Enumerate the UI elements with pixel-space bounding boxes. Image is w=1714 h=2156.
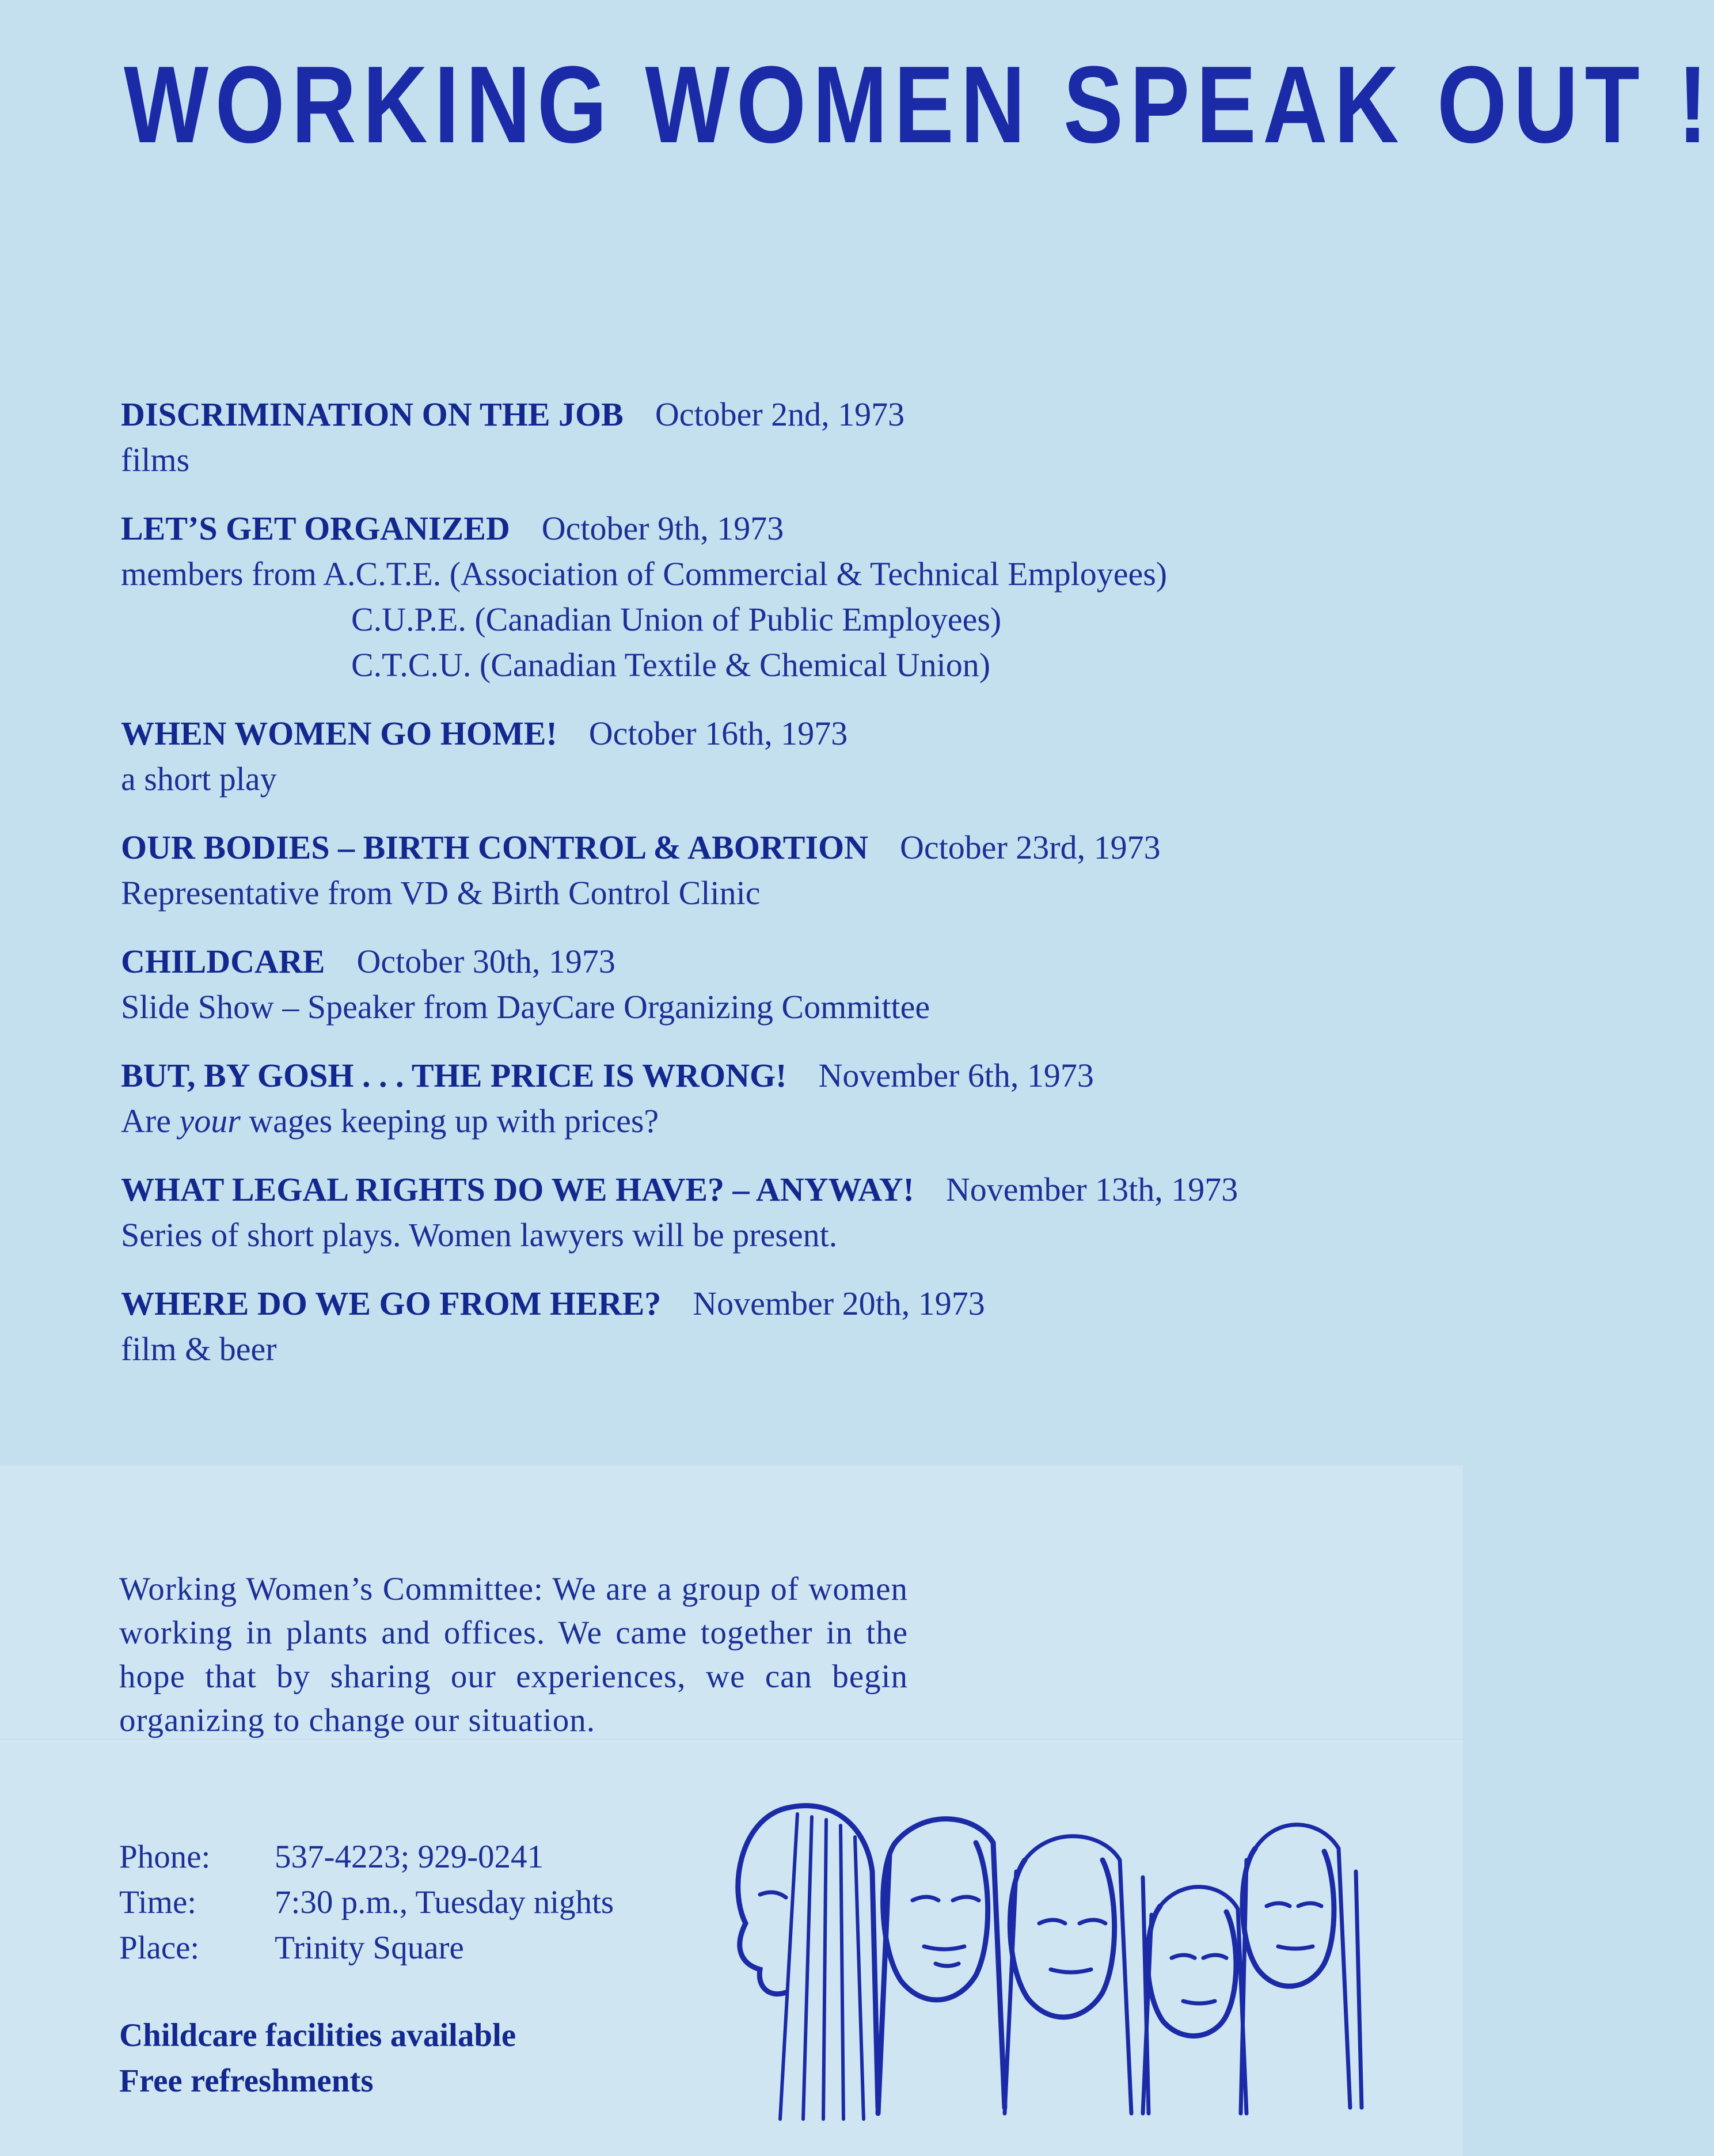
committee-description: Working Women’s Committee: We are a group of women working in plants and offices. We came together in the hope that by sharing our experiences, we can begin organizing to change our situation.	[119, 1571, 908, 1739]
time-row	[119, 1880, 614, 1925]
event-item	[121, 939, 1416, 1030]
event-title: DISCRIMINATION ON THE JOB	[121, 396, 624, 433]
event-detail: film & beer	[121, 1330, 277, 1368]
event-item	[121, 1281, 1416, 1372]
event-title: CHILDCARE	[121, 943, 325, 980]
info-value: Trinity Square	[275, 1930, 464, 1966]
event-detail: Representative from VD & Birth Control Clinic	[121, 874, 761, 912]
phone-row	[119, 1834, 614, 1880]
info-value: 7:30 p.m., Tuesday nights	[275, 1884, 614, 1920]
contact-info	[119, 1834, 614, 1971]
info-value: 537-4223; 929-0241	[275, 1839, 544, 1875]
event-title: LET’S GET ORGANIZED	[121, 510, 510, 547]
event-date: October 16th, 1973	[588, 715, 848, 752]
event-detail: a short play	[121, 760, 277, 798]
event-title: WHEN WOMEN GO HOME!	[121, 715, 557, 752]
info-label: Place:	[119, 1930, 200, 1966]
event-item	[121, 711, 1416, 802]
event-date: October 23rd, 1973	[899, 829, 1161, 866]
event-item	[121, 1167, 1416, 1258]
event-item	[121, 506, 1416, 688]
event-detail: Are your wages keeping up with prices?	[121, 1102, 659, 1140]
event-detail: Slide Show – Speaker from DayCare Organizing Committee	[121, 988, 930, 1026]
event-date: November 20th, 1973	[693, 1285, 985, 1322]
event-detail: C.T.C.U. (Canadian Textile & Chemical Union)	[351, 646, 991, 684]
event-title: WHERE DO WE GO FROM HERE?	[121, 1285, 662, 1322]
event-item	[121, 392, 1416, 483]
event-title: BUT, BY GOSH . . . THE PRICE IS WRONG!	[121, 1057, 787, 1094]
event-detail: members from A.C.T.E. (Association of Commercial & Technical Employees)	[121, 555, 1168, 593]
event-list	[121, 392, 1416, 1395]
info-label: Phone:	[119, 1839, 211, 1875]
event-detail: Series of short plays. Women lawyers will be present.	[121, 1216, 838, 1254]
place-row	[119, 1925, 614, 1971]
info-label: Time:	[119, 1884, 197, 1920]
women-faces-illustration	[705, 1774, 1379, 2119]
event-detail: films	[121, 441, 190, 479]
event-date: October 2nd, 1973	[655, 396, 905, 433]
refreshments-note: Free refreshments	[119, 2063, 374, 2099]
event-item	[121, 1053, 1416, 1144]
flyer-title: WORKING WOMEN SPEAK OUT !	[124, 44, 1714, 166]
event-item	[121, 825, 1416, 916]
event-date: October 30th, 1973	[356, 943, 615, 980]
event-notes	[119, 2013, 516, 2104]
event-title: WHAT LEGAL RIGHTS DO WE HAVE? – ANYWAY!	[121, 1171, 914, 1208]
event-date: November 13th, 1973	[945, 1171, 1238, 1208]
event-date: October 9th, 1973	[541, 510, 784, 547]
event-title: OUR BODIES – BIRTH CONTROL & ABORTION	[121, 829, 868, 866]
event-detail: C.U.P.E. (Canadian Union of Public Employees)	[351, 601, 1002, 638]
event-date: November 6th, 1973	[818, 1057, 1094, 1094]
childcare-note: Childcare facilities available	[119, 2017, 516, 2053]
